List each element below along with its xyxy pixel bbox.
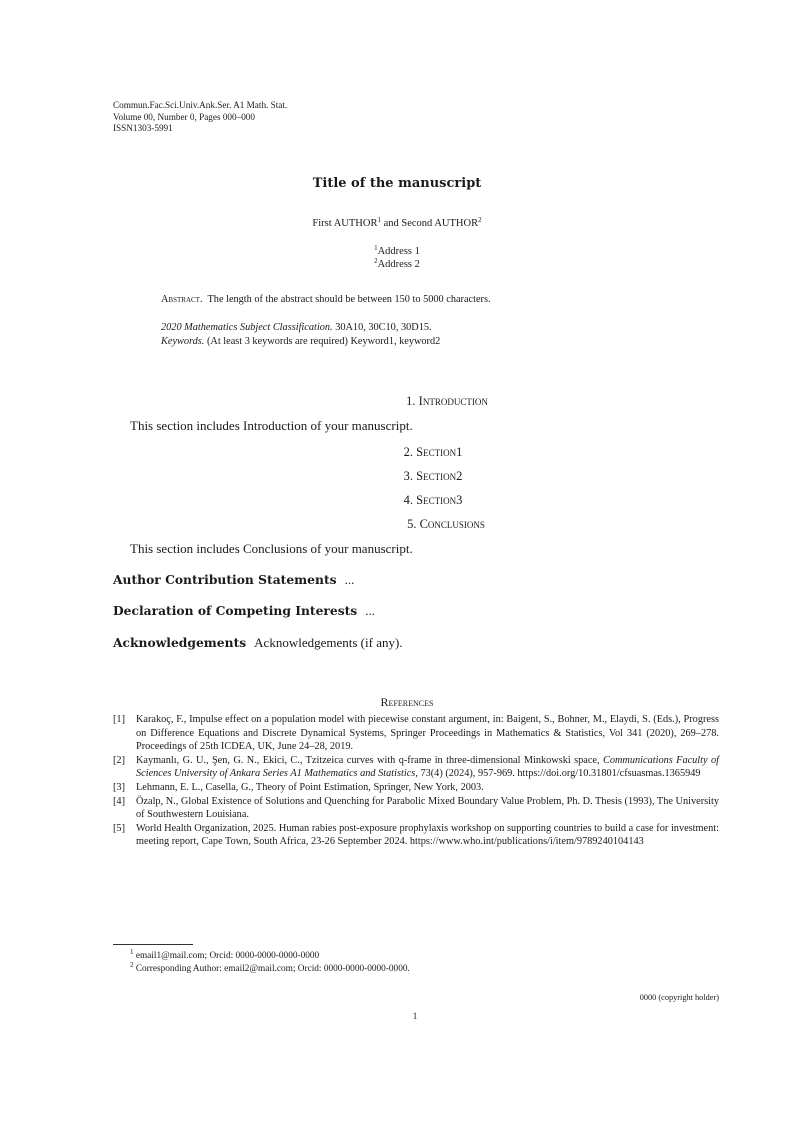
section-number: 3. [403, 469, 414, 483]
author-conjunction: and [380, 218, 402, 229]
section-heading-conclusions [0, 517, 794, 532]
address-1-sup: 1 [374, 244, 378, 252]
reference-item-2 [113, 754, 719, 781]
section-title: Introduction [418, 394, 488, 408]
section-heading-section2 [0, 469, 794, 484]
author-line [0, 218, 794, 229]
second-author: Second AUTHOR [401, 218, 479, 229]
address-2-sup: 2 [374, 257, 378, 265]
first-author: First AUTHOR [312, 218, 378, 229]
statement-text: Acknowledgements (if any). [254, 635, 403, 650]
reference-number: [3] [113, 781, 126, 793]
footnote-mark: 1 [130, 948, 134, 956]
footnote-mark: 2 [130, 960, 134, 969]
footnote-2 [130, 960, 410, 976]
addresses [0, 245, 794, 271]
reference-details[interactable]: , 73(4) (2024), 957-969. https://doi.org/10.31801/cfsuasmas.1365949 [415, 768, 701, 780]
reference-journal: Communications Faculty of Sciences University of Ankara Series A1 Mathematics and Statistics [136, 754, 719, 780]
statement-label: Acknowledgements [113, 635, 247, 650]
competing-interests-statement [113, 603, 375, 619]
second-author-sup: 2 [478, 216, 482, 224]
statement-label: Author Contribution Statements [113, 572, 337, 587]
statement-text: ... [365, 603, 375, 618]
msc-label: 2020 Mathematics Subject Classification. [161, 322, 333, 333]
reference-number: [2] [113, 754, 126, 766]
abstract-text: The length of the abstract should be between 150 to 5000 characters. [207, 294, 491, 305]
classification-block [161, 321, 440, 349]
reference-text: Lehmann, E. L., Casella, G., Theory of Point Estimation, Springer, New York, 2003. [136, 781, 484, 793]
journal-volume: Volume 00, Number 0, Pages 000–000 [113, 111, 255, 122]
copyright-notice: 0000 (copyright holder) [639, 993, 719, 1002]
footnote-1 [130, 950, 410, 963]
reference-text: Özalp, N., Global Existence of Solutions and Quenching for Parabolic Mixed Boundary Value Problem, Ph. D. Thesis (1993), The University of Southwestern Louisiana. [136, 795, 719, 821]
statement-text: ... [344, 572, 355, 587]
section-heading-section1 [0, 445, 794, 460]
page-number: 1 [412, 1011, 418, 1021]
address-1 [0, 245, 794, 258]
footnote-text: email1@mail.com; Orcid: 0000-0000-0000-0000 [135, 951, 320, 961]
msc-line [161, 321, 440, 335]
section-title: Section2 [416, 469, 463, 483]
section-title: Section3 [416, 493, 463, 507]
reference-number: [1] [113, 714, 126, 725]
keywords-line [161, 335, 440, 349]
address-2-text: Address 2 [377, 259, 420, 270]
section-number: 4. [403, 493, 414, 507]
keywords-label: Keywords. [161, 336, 205, 347]
reference-list [113, 713, 719, 849]
conclusions-body: This section includes Conclusions of your manuscript. [130, 541, 413, 556]
reference-number: [5] [113, 822, 126, 834]
footnotes [130, 950, 410, 975]
journal-name: Commun.Fac.Sci.Univ.Ank.Ser. A1 Math. Stat. [113, 100, 288, 110]
address-2 [0, 258, 794, 271]
references-heading: References [380, 695, 434, 709]
address-1-text: Address 1 [377, 246, 420, 257]
introduction-body: This section includes Introduction of your manuscript. [130, 418, 413, 433]
abstract [161, 294, 491, 305]
paper-title: Title of the manuscript [312, 176, 482, 191]
reference-text[interactable]: World Health Organization, 2025. Human rabies post-exposure prophylaxis workshop on supporting countries to build a case for investment: meeting report, Cape Town, South Africa, 23-26 September 2024. https://www.who.int/publications/i/item/9789240104143 [136, 822, 719, 848]
reference-number: [4] [113, 795, 126, 807]
section-heading-introduction [0, 394, 794, 409]
reference-item-4 [113, 795, 719, 822]
author-contribution-statement [113, 572, 354, 588]
reference-text [136, 754, 719, 781]
section-number: 5. [407, 517, 417, 531]
first-author-sup: 1 [377, 216, 381, 224]
reference-item-3 [113, 781, 719, 795]
journal-issn: ISSN1303-5991 [113, 123, 173, 133]
reference-authors-title: Kaymanlı, G. U., Şen, G. N., Ekici, C., Tzitzeica curves with q-frame in three-dimensional Minkowski space, [136, 754, 603, 766]
section-number: 1. [406, 394, 416, 408]
reference-item-1 [113, 713, 719, 754]
acknowledgements-statement [113, 635, 403, 651]
section-title: Section1 [416, 445, 463, 459]
section-number: 2. [403, 445, 414, 459]
reference-item-5 [113, 822, 719, 849]
keywords-text: (At least 3 keywords are required) Keyword1, keyword2 [206, 336, 441, 347]
section-title: Conclusions [419, 517, 485, 531]
footnote-text: Corresponding Author: email2@mail.com; Orcid: 0000-0000-0000-0000. [135, 963, 410, 974]
journal-header [113, 100, 287, 135]
msc-codes: 30A10, 30C10, 30D15. [335, 322, 432, 333]
reference-text: Karakoç, F., Impulse effect on a population model with piecewise constant argument, in: Baigent, S., Bohner, M., Elaydi, S. (Eds.), Progress on Difference Equations and Discrete Dynamical Systems, Springer Proceedings in Mathematics & Statistics, Vol 341 (2020), 269–278. Proceedings of 25th ICDEA, UK, June 24–28, 2019. [136, 714, 719, 753]
abstract-label: Abstract. [161, 294, 203, 305]
statement-label: Declaration of Competing Interests [113, 603, 358, 618]
footnote-divider [113, 944, 193, 945]
section-heading-section3 [0, 493, 794, 508]
